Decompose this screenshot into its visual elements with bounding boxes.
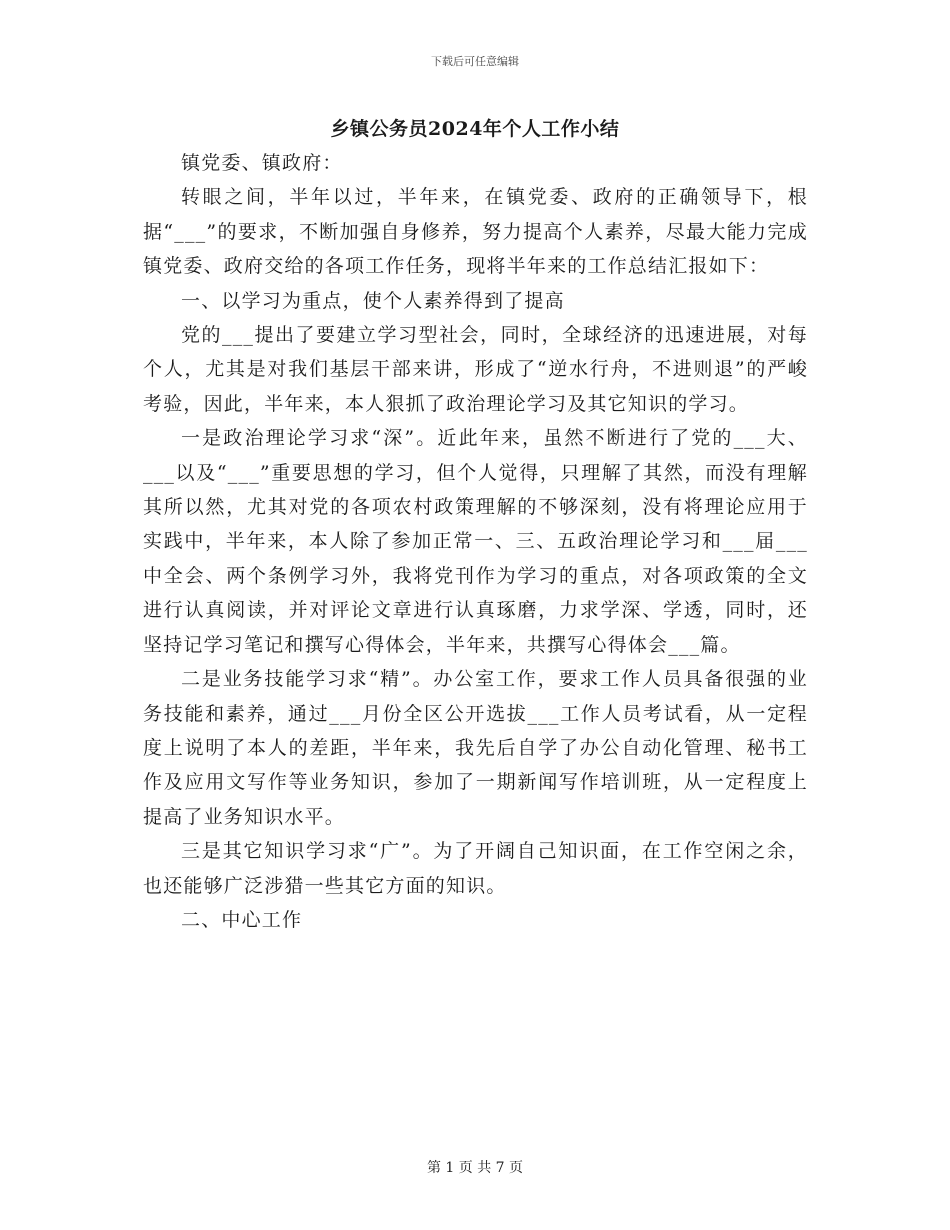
paragraph-other-knowledge: 三是其它知识学习求“广”。为了开阔自己知识面，在工作空闲之余，也还能够广泛涉猎一些其它方面的知识。 [143, 840, 808, 897]
document-body [143, 146, 808, 937]
document-title: 乡镇公务员2024年个人工作小结 [330, 118, 620, 140]
page-footer: 第 1 页 共 7 页 [426, 1160, 524, 1176]
paragraph-study-background: 党的___提出了要建立学习型社会，同时，全球经济的迅速进展，对每个人，尤其是对我们基层干部来讲，形成了“逆水行舟，不进则退”的严峻考验，因此，半年来，本人狠抓了政治理论学习及其它知识的学习。 [143, 324, 808, 415]
header-note: 下载后可任意编辑 [431, 55, 519, 68]
section-heading-1: 一、以学习为重点，使个人素养得到了提高 [181, 289, 565, 312]
paragraph-political-theory: 一是政治理论学习求“深”。近此年来，虽然不断进行了党的___大、___以及“___”重要思想的学习，但个人觉得，只理解了其然，而没有理解其所以然，尤其对党的各项农村政策理解的不够深刻，没有将理论应用于实践中，半年来，本人除了参加正常一、三、五政治理论学习和___届___中全会、两个条例学习外，我将党刊作为学习的重点，对各项政策的全文进行认真阅读，并对评论文章进行认真琢磨，力求学深、学透，同时，还坚持记学习笔记和撰写心得体会，半年来，共撰写心得体会___篇。 [143, 427, 808, 656]
section-heading-2: 二、中心工作 [181, 908, 303, 931]
paragraph-intro: 转眼之间，半年以过，半年来，在镇党委、政府的正确领导下，根据“___”的要求，不断加强自身修养，努力提高个人素养，尽最大能力完成镇党委、政府交给的各项工作任务，现将半年来的工作总结汇报如下： [143, 186, 808, 278]
paragraph-business-skills: 二是业务技能学习求“精”。办公室工作，要求工作人员具备很强的业务技能和素养，通过___月份全区公开选拔___工作人员考试看，从一定程度上说明了本人的差距，半年来，我先后自学了办公自动化管理、秘书工作及应用文写作等业务知识，参加了一期新闻写作培训班，从一定程度上提高了业务知识水平。 [143, 668, 808, 828]
salutation: 镇党委、镇政府： [181, 152, 343, 174]
